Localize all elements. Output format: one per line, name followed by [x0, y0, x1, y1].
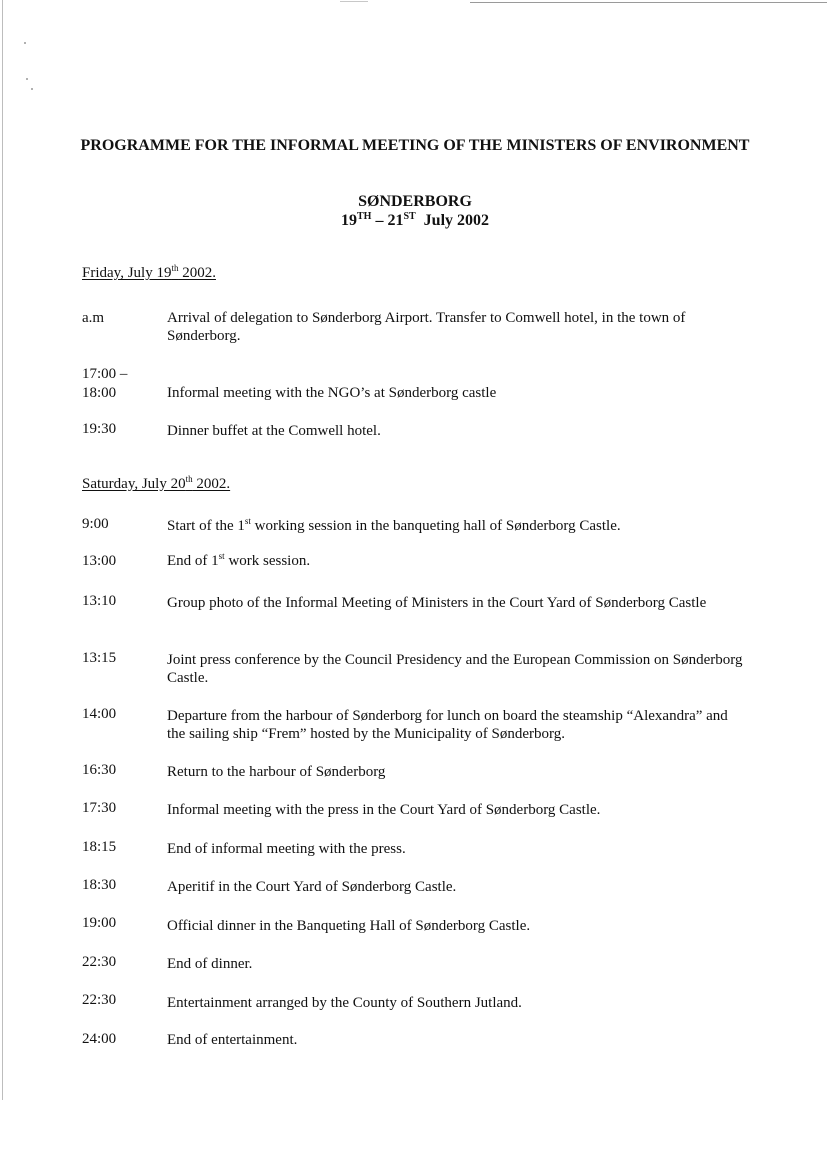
date-separator: – [371, 212, 388, 229]
saturday-heading-year: 2002. [192, 476, 231, 492]
schedule-description: Aperitif in the Court Yard of Sønderborg Castle. [167, 879, 457, 895]
scan-edge-line [2, 0, 3, 1100]
start-day: 19 [340, 212, 357, 229]
schedule-description: Joint press conference by the Council Presidency and the European Commission on Sønderborg Castle. [167, 652, 743, 686]
schedule-time: 18:15 [82, 839, 117, 855]
friday-heading [82, 265, 216, 282]
schedule-time: 16:30 [82, 762, 117, 778]
schedule-time: 17:00 – 18:00 [82, 366, 128, 401]
description-text: Start of the 1 [167, 518, 245, 534]
schedule-time: 14:00 [82, 706, 117, 722]
schedule-time: 19:00 [82, 915, 117, 931]
end-day-suffix: ST [403, 211, 416, 222]
ordinal-suffix: st [244, 516, 251, 526]
schedule-description [167, 517, 747, 535]
schedule-description: End of informal meeting with the press. [167, 841, 406, 857]
schedule-time: 13:10 [82, 593, 117, 609]
schedule-time: 17:30 [82, 800, 117, 816]
friday-heading-suffix: th [171, 263, 179, 273]
schedule-time: 9:00 [82, 516, 109, 532]
scan-top-line [470, 2, 827, 3]
description-text: End of 1 [167, 553, 219, 569]
schedule-description: Departure from the harbour of Sønderborg for lunch on board the steamship “Alexandra” and the sailing ship “Frem” hosted by the Municipality of Sønderborg. [167, 708, 728, 742]
schedule-description: Informal meeting with the press in the Court Yard of Sønderborg Castle. [167, 802, 601, 818]
schedule-time: 13:00 [82, 553, 117, 569]
saturday-heading-text: Saturday, July 20 [82, 476, 186, 492]
date-range [60, 211, 770, 231]
date-rest: July 2002 [415, 212, 490, 229]
schedule-time: 24:00 [82, 1031, 117, 1047]
saturday-heading [82, 476, 230, 493]
location-heading: SØNDERBORG [358, 193, 472, 210]
scan-speck [24, 42, 26, 44]
schedule-time: 19:30 [82, 421, 117, 437]
saturday-heading-suffix: th [185, 474, 193, 484]
schedule-description: End of entertainment. [167, 1032, 298, 1048]
schedule-description: Arrival of delegation to Sønderborg Airport. Transfer to Comwell hotel, in the town of Sønderborg. [167, 310, 686, 344]
schedule-description: End of dinner. [167, 956, 253, 972]
scan-speck [31, 88, 33, 90]
schedule-description: Return to the harbour of Sønderborg [167, 764, 386, 780]
scan-top-line-short [340, 1, 368, 2]
schedule-description: Dinner buffet at the Comwell hotel. [167, 423, 381, 439]
schedule-time: 13:15 [82, 650, 117, 666]
end-day: 21 [387, 212, 404, 229]
description-text: working session in the banqueting hall of Sønderborg Castle. [250, 518, 621, 534]
schedule-description: Official dinner in the Banqueting Hall of Sønderborg Castle. [167, 918, 531, 934]
description-text: work session. [224, 553, 311, 569]
schedule-time: 22:30 [82, 954, 117, 970]
schedule-description [167, 552, 747, 570]
friday-heading-text: Friday, July 19 [82, 265, 172, 281]
start-day-suffix: TH [356, 211, 372, 222]
schedule-time: a.m [82, 310, 105, 326]
page-title: PROGRAMME FOR THE INFORMAL MEETING OF THE MINISTERS OF ENVIRONMENT [80, 137, 750, 154]
schedule-time: 22:30 [82, 992, 117, 1008]
schedule-description: Group photo of the Informal Meeting of Ministers in the Court Yard of Sønderborg Castle [167, 595, 707, 611]
schedule-time: 18:30 [82, 877, 117, 893]
scan-speck [26, 78, 28, 80]
ordinal-suffix: st [218, 551, 225, 561]
schedule-description: Informal meeting with the NGO’s at Sønderborg castle [167, 385, 497, 401]
schedule-description: Entertainment arranged by the County of Southern Jutland. [167, 995, 522, 1011]
friday-heading-year: 2002. [178, 265, 216, 281]
